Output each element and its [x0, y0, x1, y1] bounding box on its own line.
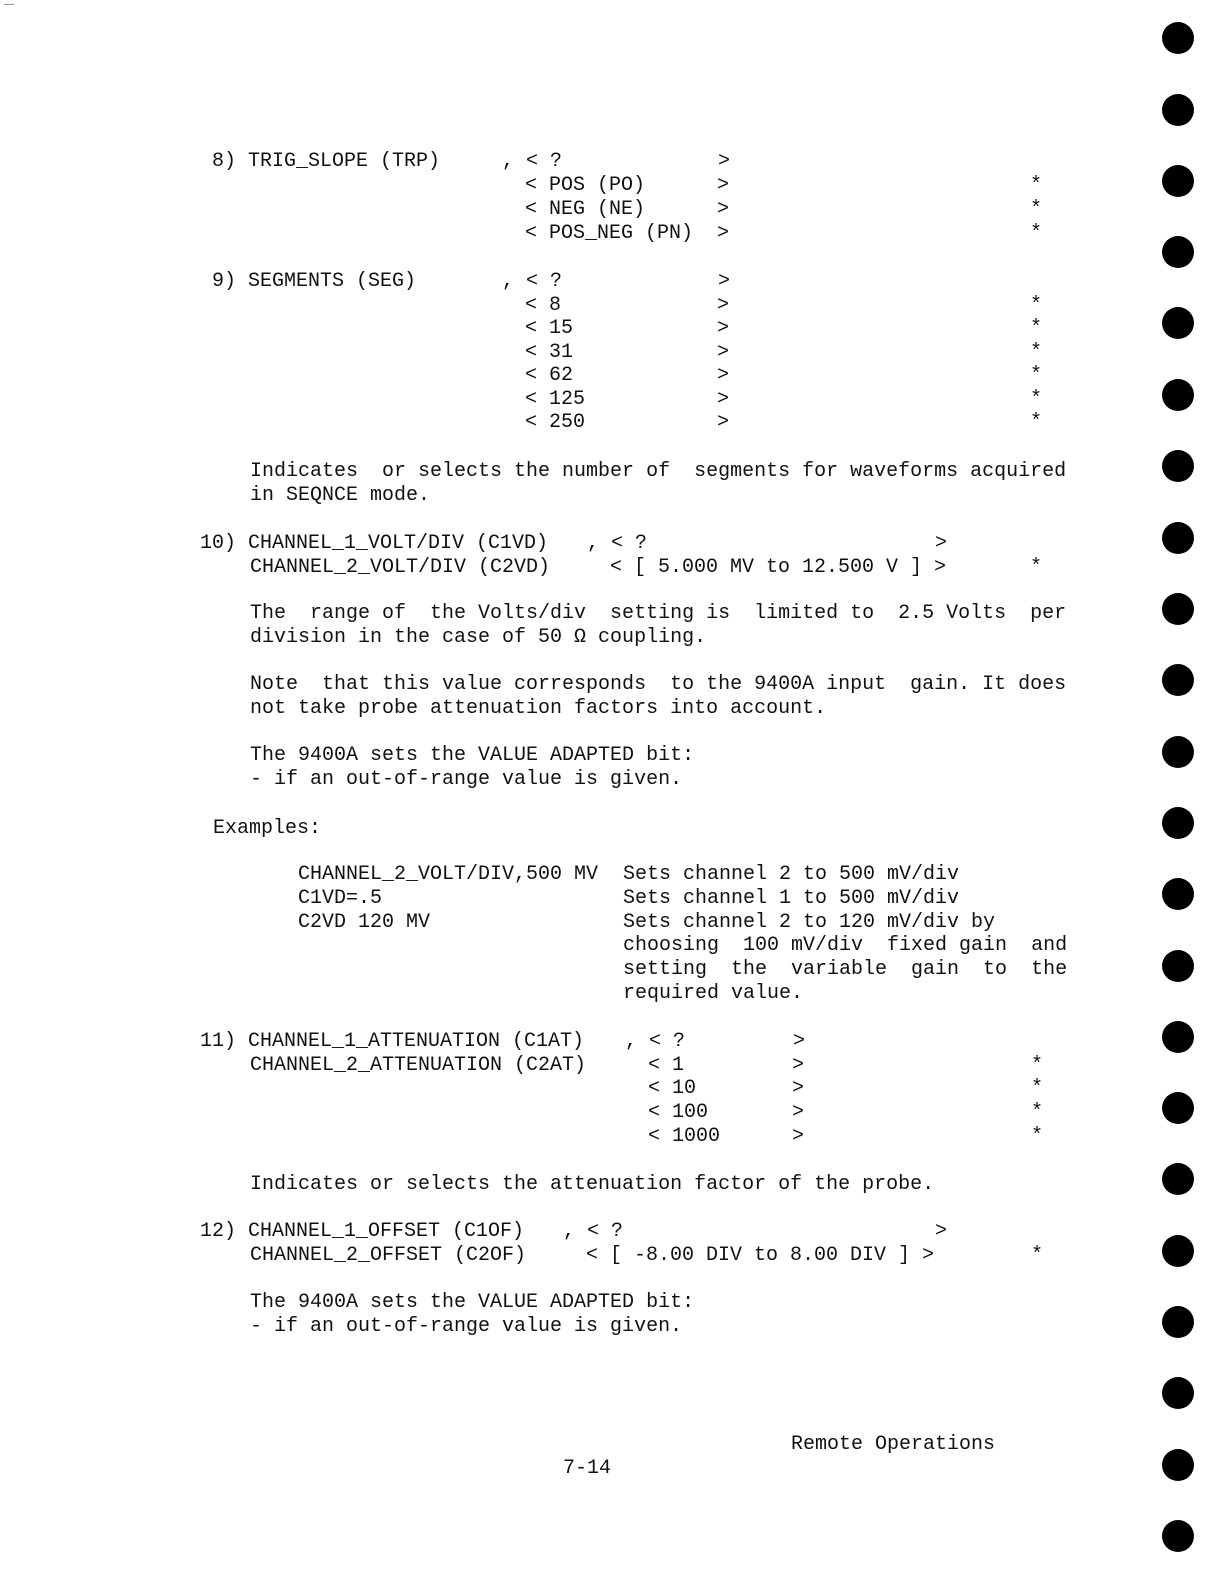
- volt-div-paragraph: division in the case of 50 Ω coupling.: [250, 626, 707, 649]
- asterisk: *: [1031, 1054, 1044, 1077]
- binder-hole: [1162, 1449, 1194, 1481]
- binder-hole: [1162, 1306, 1194, 1338]
- asterisk: *: [1030, 341, 1043, 364]
- binder-hole: [1162, 1377, 1194, 1409]
- binder-hole: [1162, 379, 1194, 411]
- binder-hole: [1162, 807, 1194, 839]
- binder-hole: [1162, 878, 1194, 910]
- volt-div-paragraph: The range of the Volts/div setting is limited to 2.5 Volts per: [250, 602, 1067, 625]
- segments-opt: < 31 >: [525, 341, 730, 364]
- scan-mark: [4, 4, 14, 5]
- volt-div-paragraph: - if an out-of-range value is given.: [250, 768, 683, 791]
- example-description: choosing 100 mV/div fixed gain and: [623, 934, 1068, 957]
- volt-div-paragraph: The 9400A sets the VALUE ADAPTED bit:: [250, 744, 695, 767]
- asterisk: *: [1030, 222, 1043, 245]
- segments-opt: , < ? >: [502, 270, 731, 293]
- attenuation-opt: < 100 >: [648, 1101, 805, 1124]
- binder-hole: [1162, 736, 1194, 768]
- attenuation-label: 11) CHANNEL_1_ATTENUATION (C1AT): [200, 1030, 585, 1053]
- trig-slope-opt: < POS (PO) >: [525, 174, 730, 197]
- binder-hole: [1162, 1163, 1194, 1195]
- asterisk: *: [1031, 1244, 1044, 1267]
- asterisk: *: [1030, 388, 1043, 411]
- attenuation-description: Indicates or selects the attenuation factor of the probe.: [250, 1173, 935, 1196]
- examples-heading: Examples:: [213, 817, 322, 840]
- volt-div-label: 10) CHANNEL_1_VOLT/DIV (C1VD): [200, 532, 549, 555]
- binder-hole: [1162, 22, 1194, 54]
- offset-label: CHANNEL_2_OFFSET (C2OF): [250, 1244, 527, 1267]
- trig-slope-opt: , < ? >: [502, 150, 731, 173]
- volt-div-opt: < [ 5.000 MV to 12.500 V ] >: [610, 556, 947, 579]
- page-number: 7-14: [563, 1457, 612, 1480]
- example-description: Sets channel 2 to 120 mV/div by: [623, 911, 996, 934]
- segments-opt: < 62 >: [525, 364, 730, 387]
- attenuation-label: CHANNEL_2_ATTENUATION (C2AT): [250, 1054, 587, 1077]
- asterisk: *: [1031, 1125, 1044, 1148]
- example-command: CHANNEL_2_VOLT/DIV,500 MV: [298, 863, 599, 886]
- example-description: Sets channel 1 to 500 mV/div: [623, 887, 960, 910]
- volt-div-paragraph: Note that this value corresponds to the 9400A input gain. It does: [250, 673, 1067, 696]
- binder-hole: [1162, 593, 1194, 625]
- trig-slope-opt: < POS_NEG (PN) >: [525, 222, 730, 245]
- asterisk: *: [1030, 294, 1043, 317]
- attenuation-opt: < 10 >: [648, 1077, 805, 1100]
- binder-hole: [1162, 522, 1194, 554]
- example-description: Sets channel 2 to 500 mV/div: [623, 863, 960, 886]
- binder-hole: [1162, 664, 1194, 696]
- asterisk: *: [1031, 1077, 1044, 1100]
- binder-hole: [1162, 1520, 1194, 1552]
- asterisk: *: [1031, 1101, 1044, 1124]
- asterisk: *: [1030, 411, 1043, 434]
- binder-hole: [1162, 236, 1194, 268]
- segments-description: in SEQNCE mode.: [250, 484, 431, 507]
- asterisk: *: [1030, 556, 1043, 579]
- example-command: C1VD=.5: [298, 887, 383, 910]
- binder-hole: [1162, 165, 1194, 197]
- offset-opt: , < ? >: [563, 1220, 948, 1243]
- volt-div-opt: , < ? >: [587, 532, 948, 555]
- asterisk: *: [1030, 364, 1043, 387]
- asterisk: *: [1030, 317, 1043, 340]
- footer-section: Remote Operations: [791, 1433, 996, 1456]
- example-command: C2VD 120 MV: [298, 911, 431, 934]
- offset-opt: < [ -8.00 DIV to 8.00 DIV ] >: [586, 1244, 935, 1267]
- attenuation-opt: < 1 >: [648, 1054, 805, 1077]
- segments-label: 9) SEGMENTS (SEG): [212, 270, 417, 293]
- example-description: required value.: [623, 982, 804, 1005]
- binder-hole: [1162, 950, 1194, 982]
- offset-paragraph: - if an out-of-range value is given.: [250, 1315, 683, 1338]
- binder-hole: [1162, 1021, 1194, 1053]
- asterisk: *: [1030, 198, 1043, 221]
- attenuation-opt: , < ? >: [625, 1030, 806, 1053]
- binder-hole: [1162, 94, 1194, 126]
- segments-description: Indicates or selects the number of segments for waveforms acquired: [250, 460, 1067, 483]
- example-description: setting the variable gain to the: [623, 958, 1068, 981]
- volt-div-paragraph: not take probe attenuation factors into account.: [250, 697, 827, 720]
- segments-opt: < 8 >: [525, 294, 730, 317]
- offset-label: 12) CHANNEL_1_OFFSET (C1OF): [200, 1220, 525, 1243]
- segments-opt: < 15 >: [525, 317, 730, 340]
- trig-slope-opt: < NEG (NE) >: [525, 198, 730, 221]
- segments-opt: < 125 >: [525, 388, 730, 411]
- binder-hole: [1162, 450, 1194, 482]
- attenuation-opt: < 1000 >: [648, 1125, 805, 1148]
- binder-hole: [1162, 1235, 1194, 1267]
- offset-paragraph: The 9400A sets the VALUE ADAPTED bit:: [250, 1291, 695, 1314]
- binder-hole: [1162, 1092, 1194, 1124]
- asterisk: *: [1030, 174, 1043, 197]
- trig-slope-label: 8) TRIG_SLOPE (TRP): [212, 150, 441, 173]
- segments-opt: < 250 >: [525, 411, 730, 434]
- volt-div-label: CHANNEL_2_VOLT/DIV (C2VD): [250, 556, 551, 579]
- binder-hole: [1162, 307, 1194, 339]
